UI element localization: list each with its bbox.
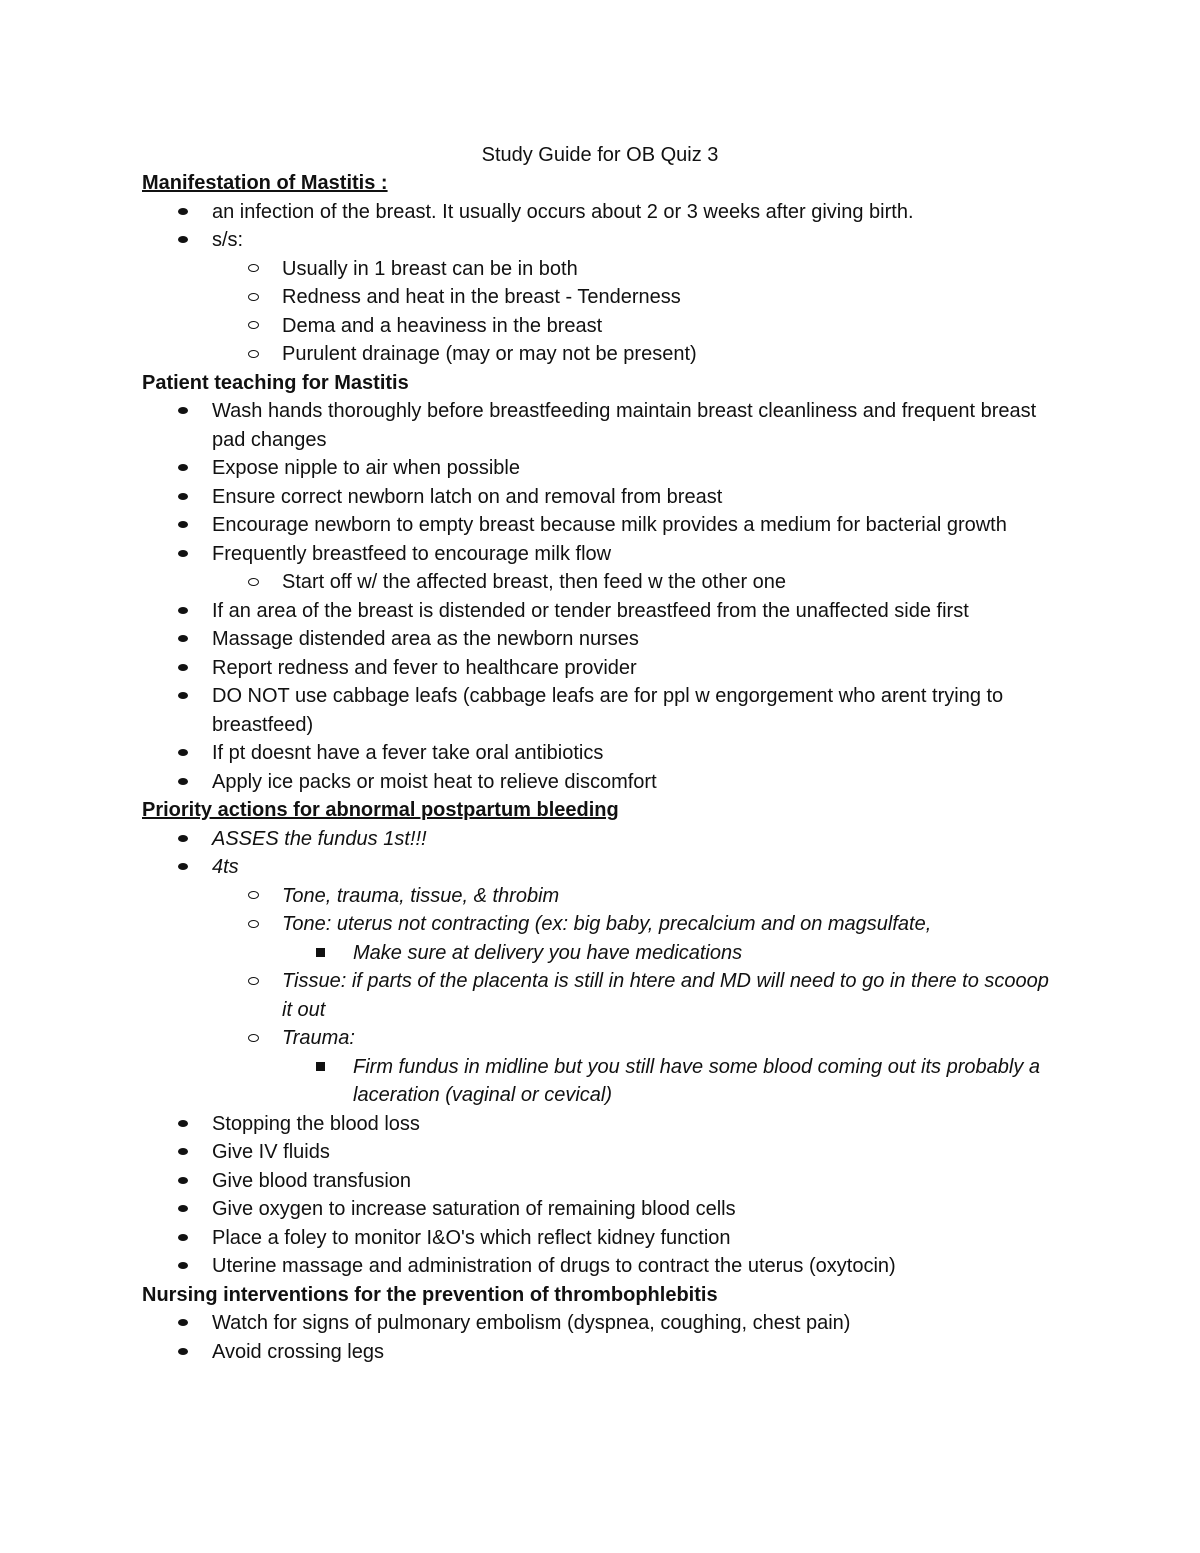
section-heading-mastitis-manifestation: Manifestation of Mastitis : bbox=[142, 172, 388, 194]
list-item: Uterine massage and administration of drugs to contract the uterus (oxytocin) bbox=[142, 1252, 1062, 1281]
list-item: Purulent drainage (may or may not be present) bbox=[142, 340, 1062, 369]
section-heading-postpartum-bleeding: Priority actions for abnormal postpartum bleeding bbox=[142, 799, 619, 821]
list-item: Usually in 1 breast can be in both bbox=[142, 255, 1062, 284]
list-item: Give IV fluids bbox=[142, 1138, 1062, 1167]
bullet-dot-icon bbox=[178, 1167, 188, 1196]
bullet-dot-icon bbox=[178, 625, 188, 654]
list-item: If an area of the breast is distended or tender breastfeed from the unaffected side first bbox=[142, 597, 1062, 626]
list-item: Give blood transfusion bbox=[142, 1167, 1062, 1196]
bullet-dot-icon bbox=[178, 739, 188, 768]
section-list-thrombophlebitis bbox=[142, 1309, 1062, 1366]
list-item: Report redness and fever to healthcare provider bbox=[142, 654, 1062, 683]
list-item: s/s: bbox=[142, 226, 1062, 255]
list-item: Give oxygen to increase saturation of remaining blood cells bbox=[142, 1195, 1062, 1224]
bullet-dot-icon bbox=[178, 682, 188, 711]
bullet-square-icon bbox=[316, 1053, 325, 1082]
list-item: Trauma: bbox=[142, 1024, 1062, 1053]
section-heading-thrombophlebitis: Nursing interventions for the prevention of thrombophlebitis bbox=[142, 1283, 718, 1306]
bullet-dot-icon bbox=[178, 1195, 188, 1224]
list-item: Dema and a heaviness in the breast bbox=[142, 312, 1062, 341]
list-item: Encourage newborn to empty breast because milk provides a medium for bacterial growth bbox=[142, 511, 1062, 540]
bullet-dot-icon bbox=[178, 1338, 188, 1367]
bullet-dot-icon bbox=[178, 1110, 188, 1139]
list-item: If pt doesnt have a fever take oral antibiotics bbox=[142, 739, 1062, 768]
bullet-dot-icon bbox=[178, 1224, 188, 1253]
bullet-dot-icon bbox=[178, 454, 188, 483]
bullet-dot-icon bbox=[178, 654, 188, 683]
bullet-dot-icon bbox=[178, 768, 188, 797]
bullet-square-icon bbox=[316, 939, 325, 968]
bullet-circle-icon bbox=[248, 255, 259, 284]
document-title: Study Guide for OB Quiz 3 bbox=[481, 144, 719, 166]
bullet-dot-icon bbox=[178, 1138, 188, 1167]
bullet-dot-icon bbox=[178, 825, 188, 854]
section-list-postpartum-bleeding bbox=[142, 825, 1062, 1281]
bullet-circle-icon bbox=[248, 283, 259, 312]
list-item: Start off w/ the affected breast, then feed w the other one bbox=[142, 568, 1062, 597]
list-item: Redness and heat in the breast - Tenderness bbox=[142, 283, 1062, 312]
bullet-dot-icon bbox=[178, 853, 188, 882]
list-item: Stopping the blood loss bbox=[142, 1110, 1062, 1139]
section-heading-mastitis-teaching: Patient teaching for Mastitis bbox=[142, 371, 409, 394]
list-item: Firm fundus in midline but you still have some blood coming out its probably a laceration (vaginal or cevical) bbox=[142, 1053, 1062, 1110]
bullet-circle-icon bbox=[248, 882, 259, 911]
list-item: Frequently breastfeed to encourage milk flow bbox=[142, 540, 1062, 569]
bullet-dot-icon bbox=[178, 198, 188, 227]
bullet-circle-icon bbox=[248, 1024, 259, 1053]
list-item: Apply ice packs or moist heat to relieve discomfort bbox=[142, 768, 1062, 797]
bullet-dot-icon bbox=[178, 1309, 188, 1338]
list-item: Expose nipple to air when possible bbox=[142, 454, 1062, 483]
bullet-circle-icon bbox=[248, 340, 259, 369]
list-item: Tone: uterus not contracting (ex: big baby, precalcium and on magsulfate, bbox=[142, 910, 1062, 939]
list-item: Wash hands thoroughly before breastfeeding maintain breast cleanliness and frequent breast pad changes bbox=[142, 397, 1062, 454]
bullet-circle-icon bbox=[248, 568, 259, 597]
list-item: Tissue: if parts of the placenta is still in htere and MD will need to go in there to scooop it out bbox=[142, 967, 1062, 1024]
bullet-circle-icon bbox=[248, 910, 259, 939]
list-item: Watch for signs of pulmonary embolism (dyspnea, coughing, chest pain) bbox=[142, 1309, 1062, 1338]
bullet-circle-icon bbox=[248, 312, 259, 341]
list-item: Place a foley to monitor I&O's which reflect kidney function bbox=[142, 1224, 1062, 1253]
list-item: DO NOT use cabbage leafs (cabbage leafs are for ppl w engorgement who arent trying to breastfeed) bbox=[142, 682, 1062, 739]
bullet-dot-icon bbox=[178, 397, 188, 426]
bullet-circle-icon bbox=[248, 967, 259, 996]
list-item: Avoid crossing legs bbox=[142, 1338, 1062, 1367]
section-list-mastitis-teaching bbox=[142, 397, 1062, 796]
list-item: an infection of the breast. It usually occurs about 2 or 3 weeks after giving birth. bbox=[142, 198, 1062, 227]
list-item: Tone, trauma, tissue, & throbim bbox=[142, 882, 1062, 911]
bullet-dot-icon bbox=[178, 1252, 188, 1281]
list-item: Ensure correct newborn latch on and removal from breast bbox=[142, 483, 1062, 512]
bullet-dot-icon bbox=[178, 540, 188, 569]
bullet-dot-icon bbox=[178, 597, 188, 626]
document-content bbox=[142, 141, 1062, 1366]
list-item: Make sure at delivery you have medications bbox=[142, 939, 1062, 968]
list-item: Massage distended area as the newborn nurses bbox=[142, 625, 1062, 654]
bullet-dot-icon bbox=[178, 226, 188, 255]
bullet-dot-icon bbox=[178, 483, 188, 512]
list-item: ASSES the fundus 1st!!! bbox=[142, 825, 1062, 854]
bullet-dot-icon bbox=[178, 511, 188, 540]
list-item: 4ts bbox=[142, 853, 1062, 882]
section-list-mastitis-manifestation bbox=[142, 198, 1062, 369]
